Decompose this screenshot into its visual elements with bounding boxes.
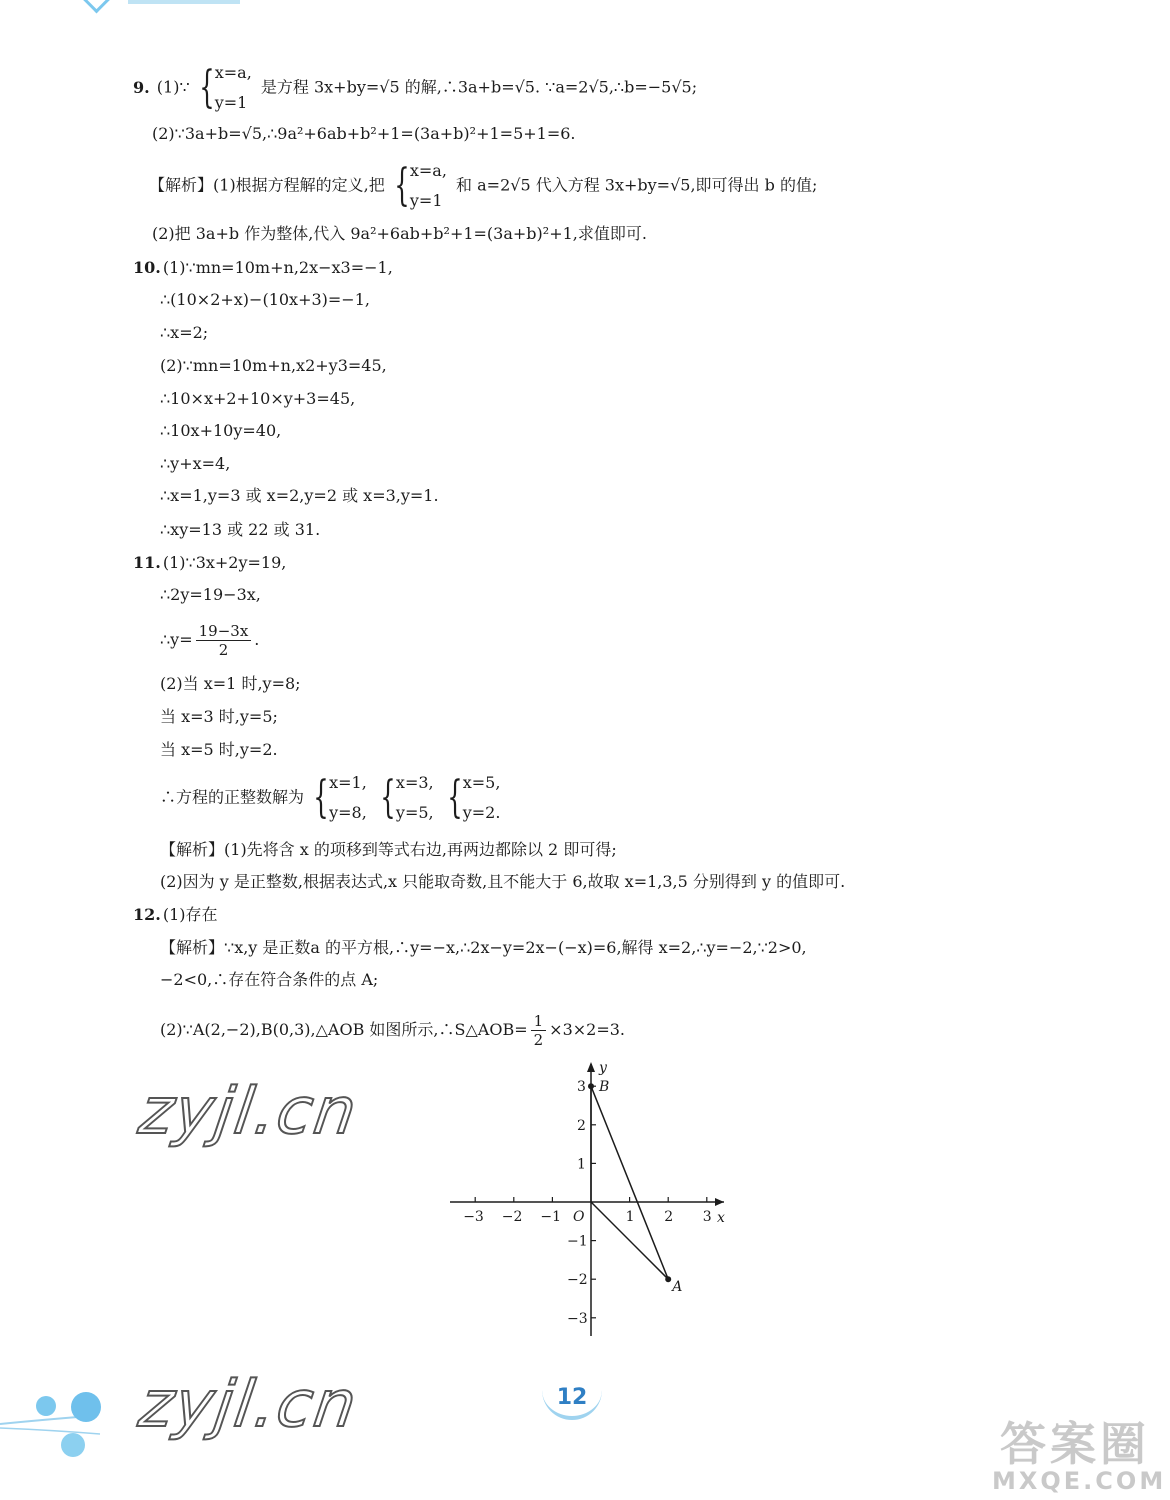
q9-sys-row: y=1 [214,93,248,112]
y-tick-label: 2 [577,1117,586,1134]
x-tick-label: −2 [501,1209,523,1225]
q9-analysis-text: (1)根据方程解的定义,把 [213,175,385,195]
q12-line [160,1010,625,1050]
q12-line [133,905,218,925]
q9-line1 [133,64,697,112]
footer-bubbles-icon [0,1390,110,1460]
point-b [588,1083,594,1089]
q10-line: ∴x=1,y=3 或 x=2,y=2 或 x=3,y=1. [160,486,439,505]
fraction-denominator: 2 [533,1031,544,1049]
x-tick-label: −1 [540,1209,562,1225]
analysis-tag: 【解析】 [160,840,225,859]
header-bar [128,0,240,4]
header-chevron-icon [82,0,112,13]
q11-line: 当 x=3 时,y=5; [160,707,278,726]
q11-sys-row: y=5, [395,803,434,822]
q9-text: 是方程 3x+by=√5 的解,∴3a+b=√5. ∵a=2√5,∴b=−5√5; [260,77,698,97]
q12-text: (2)∵A(2,−2),B(0,3),△AOB 如图所示,∴S△AOB= [160,1020,528,1039]
x-axis-label: x [717,1210,725,1226]
point-label: A [672,1279,683,1296]
q12-fraction [531,1012,547,1049]
watermark: zyjl.cn [134,1075,363,1149]
x-tick-label: 3 [702,1209,712,1225]
x-tick-label: 1 [625,1209,635,1225]
origin-label: O [573,1209,585,1225]
y-tick-label: −3 [567,1310,588,1327]
q10-line: ∴xy=13 或 22 或 31. [160,520,321,539]
x-tick-label: −3 [463,1209,484,1225]
q12-text: ×3×2=3. [549,1020,625,1039]
y-tick-label: −2 [567,1272,588,1289]
watermark: zyjl.cn [134,1368,363,1442]
q10-line: ∴y+x=4, [160,454,231,473]
q10-line: ∴x=2; [160,323,209,342]
q9-sys-row: x=a, [214,63,252,82]
q12-number: 12. [133,905,161,924]
q12-analysis [160,938,807,958]
q9-system: { x=a, y=1 [199,62,252,113]
analysis-tag: 【解析】 [160,938,225,957]
q11-line [133,553,286,573]
q11-fraction [196,622,252,659]
q9-sys-row: x=a, [409,161,447,180]
watermark-stamp [992,1417,1167,1495]
q11-system: { x=1, y=8, [313,772,367,823]
q9-number: 9. [133,77,150,97]
q9-line4: (2)把 3a+b 作为整体,代入 9a²+6ab+b²+1=(3a+b)²+1,求值即可. [152,224,647,243]
q10-line [133,258,393,278]
q10-line: ∴10x+10y=40, [160,421,282,440]
fraction-numerator: 1 [531,1012,547,1031]
q10-line: ∴(10×2+x)−(10x+3)=−1, [160,290,370,309]
q10-line: ∴10×x+2+10×y+3=45, [160,389,356,408]
coordinate-plane [440,1050,740,1350]
q12-text: (1)存在 [162,905,218,924]
q11-sys-row: x=1, [329,773,367,792]
q11-text: ∴方程的正整数解为 [160,787,305,807]
q11-line [160,620,259,660]
q9-sys-row: y=1 [409,191,443,210]
q10-line: (2)∵mn=10m+n,x2+y3=45, [160,356,387,375]
q11-number: 11. [133,553,161,572]
q12-line: −2<0,∴存在符合条件的点 A; [160,970,379,989]
stamp-text: 答案圈 [1000,1417,1150,1471]
q11-sys-row: x=5, [462,773,501,792]
q11-line: (2)当 x=1 时,y=8; [160,674,301,693]
q11-sys-row: y=2. [462,803,501,822]
q11-text: ∴y= [160,630,193,649]
q9-system: { x=a, y=1 [394,160,447,211]
fraction-numerator: 19−3x [196,622,252,641]
y-axis-label: y [599,1060,607,1076]
stamp-url: MXQE.COM [992,1467,1167,1495]
point-a [665,1276,671,1282]
q11-line: (2)因为 y 是正整数,根据表达式,x 只能取奇数,且不能大于 6,故取 x=1,3,5 分别得到 y 的值即可. [160,872,846,891]
q10-text: (1)∵mn=10m+n,2x−x3=−1, [162,258,393,277]
q9-analysis [149,162,817,210]
q11-sys-row: y=8, [329,803,367,822]
q11-system: { x=3, y=5, [380,772,434,823]
y-tick-label: 1 [577,1156,586,1173]
x-axis-arrow [715,1198,724,1206]
y-tick-label: 3 [577,1079,586,1096]
q11-text: (1)∵3x+2y=19, [162,553,287,572]
point-label: B [599,1079,610,1096]
y-tick-label: −1 [567,1233,588,1250]
q11-line: ∴2y=19−3x, [160,585,261,604]
triangle-aob [591,1086,668,1279]
q11-analysis [160,840,617,860]
page-number: 12 [542,1380,602,1416]
x-tick-label: 2 [664,1209,674,1225]
q11-system: { x=5, y=2. [447,772,501,823]
q9-text: (1)∵ [156,77,190,97]
q9-line2: (2)∵3a+b=√5,∴9a²+6ab+b²+1=(3a+b)²+1=5+1=6. [152,124,576,143]
q11-text: . [254,630,260,649]
q11-analysis-text: (1)先将含 x 的项移到等式右边,再两边都除以 2 即可得; [224,840,617,859]
q11-sys-row: x=3, [395,773,434,792]
fraction-denominator: 2 [218,641,229,659]
q9-analysis-text: 和 a=2√5 代入方程 3x+by=√5,即可得出 b 的值; [456,175,818,195]
q10-number: 10. [133,258,161,277]
analysis-tag: 【解析】 [149,175,214,195]
q11-solutions [160,774,504,822]
q12-analysis-text: ∵x,y 是正数a 的平方根,∴y=−x,∴2x−y=2x−(−x)=6,解得 x=2,∴y=−2,∵2>0, [224,938,807,957]
q11-line: 当 x=5 时,y=2. [160,740,278,759]
y-axis-arrow [587,1062,595,1072]
